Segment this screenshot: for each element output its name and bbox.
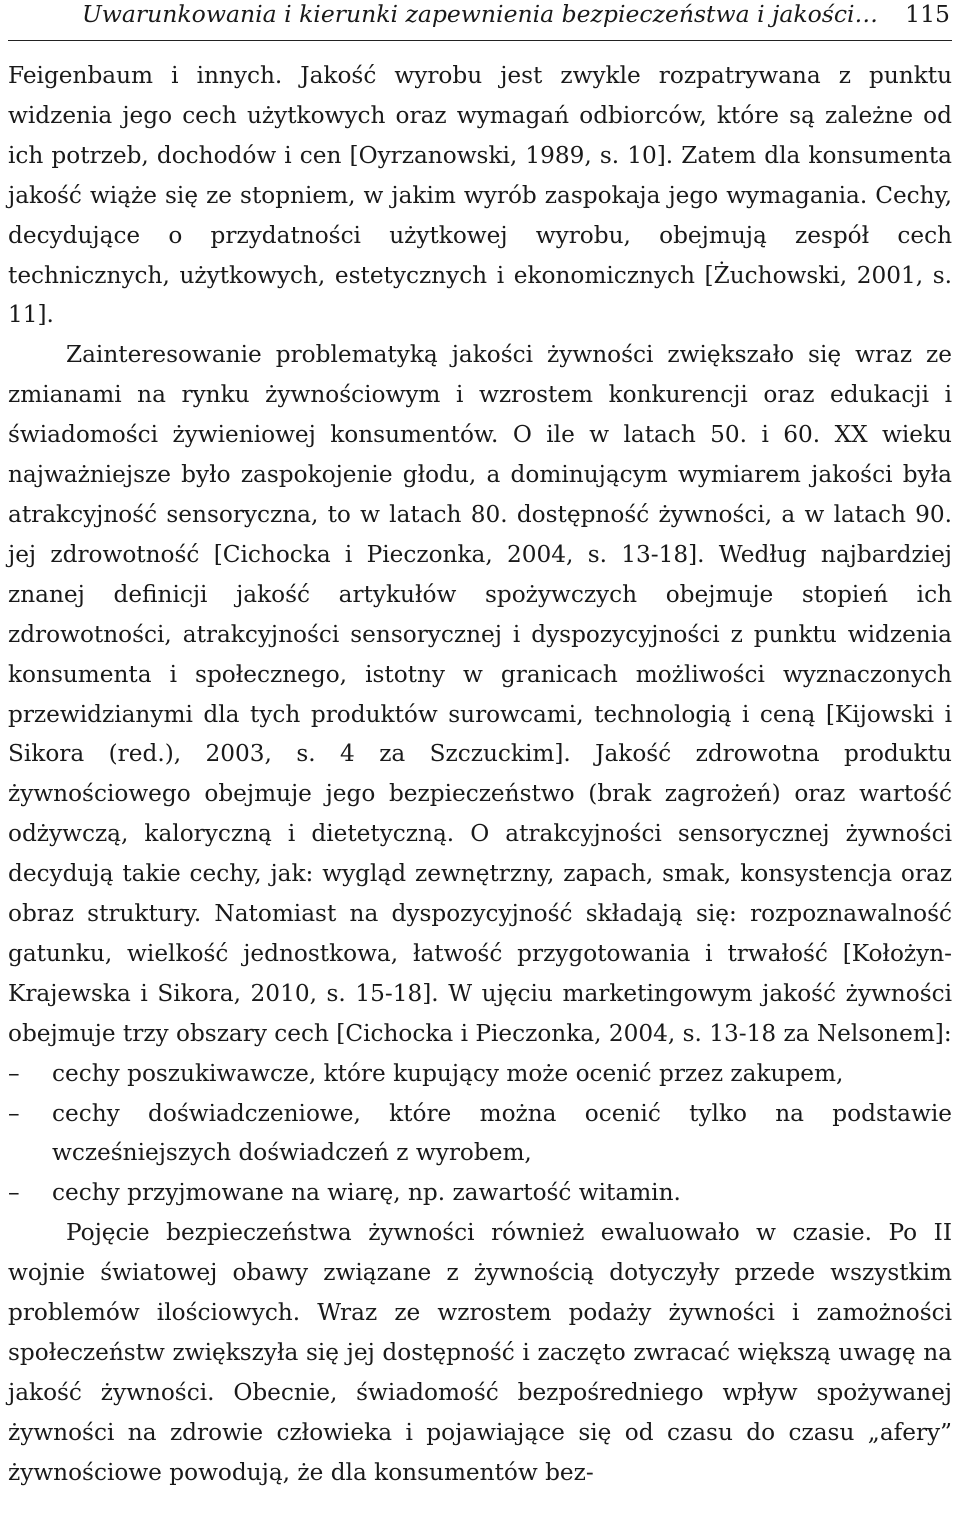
- paragraph-continued: Feigenbaum i innych. Jakość wyrobu jest zwykle rozpatrywana z punktu widzenia jego cech użytkowych oraz wymagań odbiorców, które są zależne od ich potrzeb, dochodów i cen [Oyrzanowski, 1989, s. 10]. Zatem dla konsumenta jakość wiąże się ze stopniem, w jakim wyrób zaspokaja jego wymagania. Cechy, decydujące o przydatności użytkowej wyrobu, obejmują zespół cech technicznych, użytkowych, estetycznych i ekonomicznych [Żuchowski, 2001, s. 11].: [8, 62, 952, 329]
- body-text: [8, 56, 952, 1493]
- dash-bullet: –: [8, 1099, 20, 1127]
- list-item-text: cechy doświadczeniowe, które można ocenić tylko na podstawie wcześniejszych doświadczeń z wyrobem,: [52, 1099, 952, 1167]
- list-item: [8, 1173, 952, 1213]
- list-item: [8, 1054, 952, 1094]
- list-item: [8, 1094, 952, 1174]
- running-header: [8, 0, 952, 41]
- page-number: 115: [905, 0, 950, 28]
- list-item-text: cechy przyjmowane na wiarę, np. zawartość witamin.: [52, 1179, 681, 1207]
- list-item-text: cechy poszukiwawcze, które kupujący może ocenić przez zakupem,: [52, 1059, 844, 1087]
- paragraph-food-safety: Pojęcie bezpieczeństwa żywności również ewaluowało w czasie. Po II wojnie światowej obawy związane z żywnością dotyczyły przede wszystkim problemów ilościowych. Wraz ze wzrostem podaży żywności i zamożności społeczeństw zwiększyła się jej dostępność i zaczęto zwracać większą uwagę na jakość żywności. Obecnie, świadomość bezpośredniego wpływ spożywanej żywności na zdrowie człowieka i pojawiające się od czasu do czasu „afery” żywnościowe powodują, że dla konsumentów bez-: [8, 1219, 952, 1486]
- dash-bullet: –: [8, 1059, 20, 1087]
- dash-bullet: –: [8, 1179, 20, 1207]
- feature-list: [8, 1054, 952, 1214]
- document-page: [8, 0, 952, 1493]
- chapter-title: Uwarunkowania i kierunki zapewnienia bezpieczeństwa i jakości…: [82, 0, 878, 28]
- paragraph-food-quality: Zainteresowanie problematyką jakości żywności zwiększało się wraz ze zmianami na rynku żywnościowym i wzrostem konkurencji oraz edukacji i świadomości żywieniowej konsumentów. O ile w latach 50. i 60. XX wieku najważniejsze było zaspokojenie głodu, a dominującym wymiarem jakości była atrakcyjność sensoryczna, to w latach 80. dostępność żywności, a w latach 90. jej zdrowotność [Cichocka i Pieczonka, 2004, s. 13-18]. Według najbardziej znanej definicji jakość artykułów spożywczych obejmuje stopień ich zdrowotności, atrakcyjności sensorycznej i dyspozycyjności z punktu widzenia konsumenta i społecznego, istotny w granicach możliwości wyznaczonych przewidzianymi dla tych produktów surowcami, technologią i ceną [Kijowski i Sikora (red.), 2003, s. 4 za Szczuckim]. Jakość zdrowotna produktu żywnościowego obejmuje jego bezpieczeństwo (brak zagrożeń) oraz wartość odżywczą, kaloryczną i dietetyczną. O atrakcyjności sensorycznej żywności decydują takie cechy, jak: wygląd zewnętrzny, zapach, smak, konsystencja oraz obraz struktury. Natomiast na dyspozycyjność składają się: rozpoznawalność gatunku, wielkość jednostkowa, łatwość przygotowania i trwałość [Kołożyn-Krajewska i Sikora, 2010, s. 15-18]. W ujęciu marketingowym jakość żywności obejmuje trzy obszary cech [Cichocka i Pieczonka, 2004, s. 13-18 za Nelsonem]:: [8, 341, 952, 1047]
